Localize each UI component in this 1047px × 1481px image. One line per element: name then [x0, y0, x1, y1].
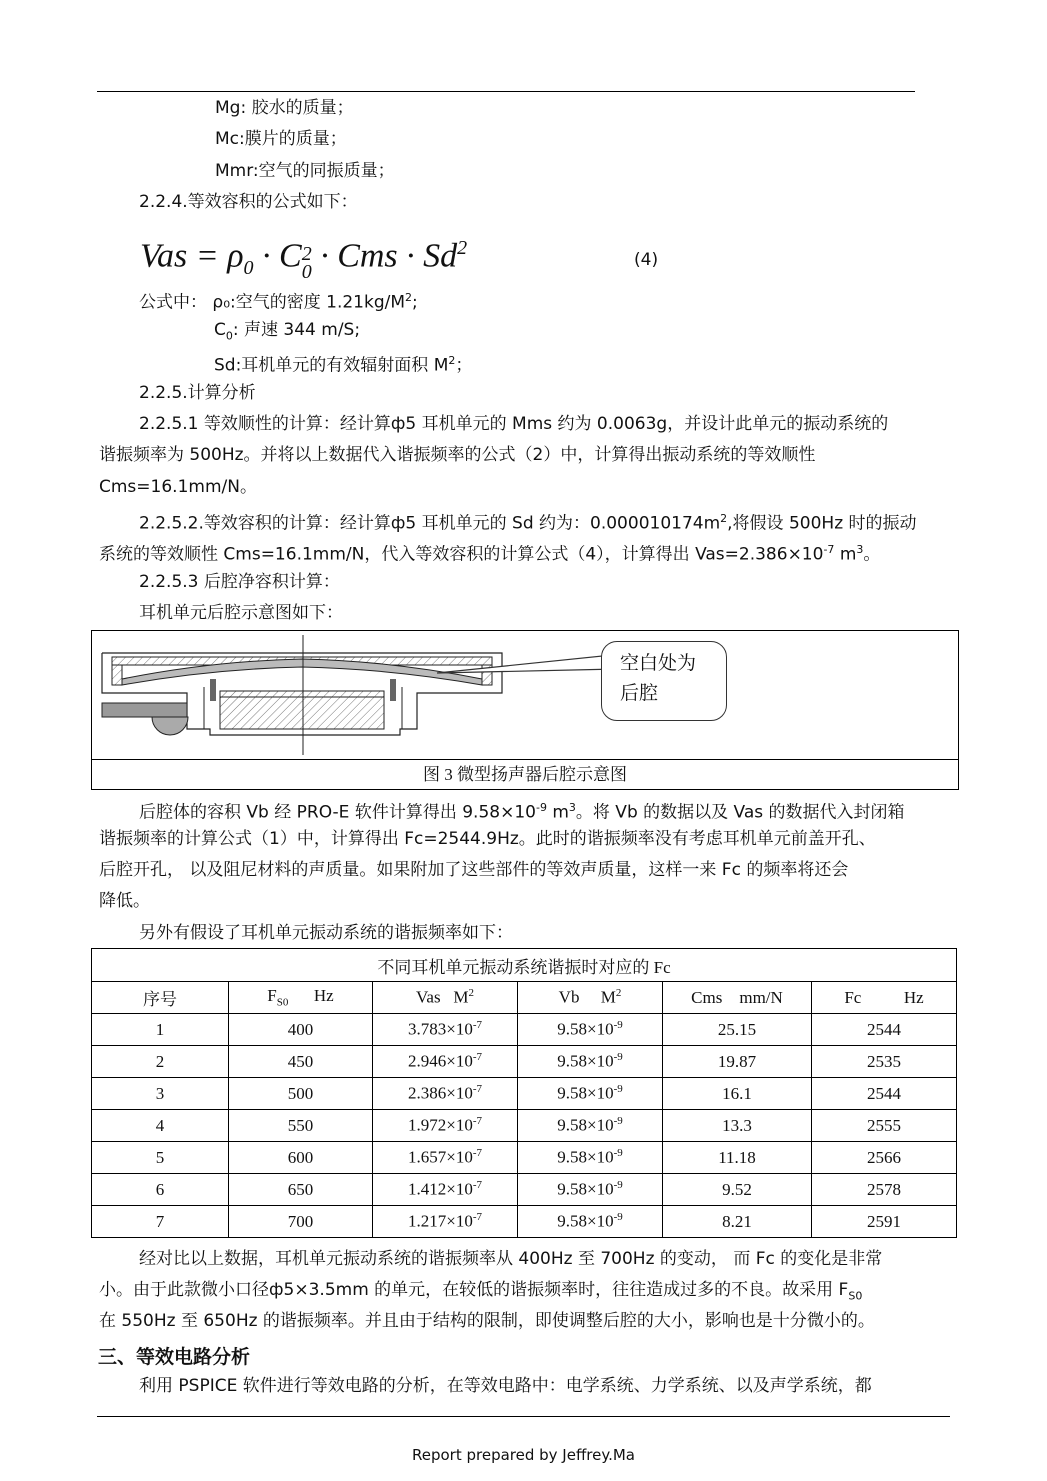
table-row	[92, 1078, 957, 1110]
vas-formula: Vas = $\rho_0 \cdot C$ 2 0 · Cms · $Sd^2$	[140, 237, 468, 283]
p-compare-line1: 经对比以上数据，耳机单元振动系统的谐振频率从 400Hz 至 700Hz 的变动， 而 Fc 的变化是非常	[139, 1249, 883, 1269]
cell-vb: $9.58\times 10^{-9}$	[518, 1142, 663, 1174]
cell-vb: $9.58\times 10^{-9}$	[518, 1078, 663, 1110]
cell-cms: 8.21	[663, 1206, 812, 1238]
cell-fs: 500	[229, 1078, 373, 1110]
cell-no: 1	[92, 1014, 229, 1046]
table-row	[92, 1046, 957, 1078]
table-row	[92, 1206, 957, 1238]
footer-rule	[97, 1416, 950, 1417]
p-pspice: 利用 PSPICE 软件进行等效电路的分析，在等效电路中：电学系统、力学系统、以及声学系统，都	[139, 1376, 872, 1396]
cell-fc: 2535	[812, 1046, 957, 1078]
back-cavity-callout: 空白处为 后腔	[601, 641, 727, 721]
col-header-vb: Vb $M^2$	[518, 982, 663, 1014]
cell-fs: 450	[229, 1046, 373, 1078]
cell-cms: 9.52	[663, 1174, 812, 1206]
col-header-fs: $F_{S0}$ Hz	[229, 982, 373, 1014]
cell-no: 4	[92, 1110, 229, 1142]
section-3-heading: 三、等效电路分析	[98, 1346, 251, 1368]
where-c0: $C_0$: 声速 344 m/S;	[214, 320, 361, 343]
where-rho: 公式中： ρ₀:空气的密度 $1.21kg/M^2$;	[139, 291, 418, 313]
p-back-line3: 后腔开孔， 以及阻尼材料的声质量。如果附加了这些部件的等效声质量，这样一来 Fc 的频率将还会	[99, 860, 849, 880]
cell-vb: $9.58\times 10^{-9}$	[518, 1174, 663, 1206]
cell-cms: 11.18	[663, 1142, 812, 1174]
cell-fc: 2566	[812, 1142, 957, 1174]
heading-2-2-4: 2.2.4.等效容积的公式如下：	[139, 192, 358, 212]
table-row	[92, 1142, 957, 1174]
p-2-2-5-1-line3: Cms=16.1mm/N。	[99, 477, 257, 497]
cell-fs: 600	[229, 1142, 373, 1174]
cell-vas: $1.412\times 10^{-7}$	[373, 1174, 518, 1206]
col-header-no: 序号	[92, 982, 229, 1014]
cell-cms: 13.3	[663, 1110, 812, 1142]
p-2-2-5-1-line2: 谐振频率为 500Hz。并将以上数据代入谐振频率的公式（2）中，计算得出振动系统的等效顺性	[99, 445, 816, 465]
header-rule	[97, 91, 915, 92]
table-row	[92, 1014, 957, 1046]
p-assume: 另外有假设了耳机单元振动系统的谐振频率如下：	[139, 923, 513, 943]
cell-vas: $3.783\times 10^{-7}$	[373, 1014, 518, 1046]
cell-no: 6	[92, 1174, 229, 1206]
cell-vas: $1.972\times 10^{-7}$	[373, 1110, 518, 1142]
cell-fc: 2578	[812, 1174, 957, 1206]
def-mg: Mg: 胶水的质量；	[215, 98, 354, 118]
equation-number: (4)	[634, 250, 659, 270]
p-2-2-5-2-line1: 2.2.5.2.等效容积的计算：经计算ф5 耳机单元的 Sd 约为：$0.000010174m^2$,将假设 500Hz 时的振动	[139, 512, 917, 534]
col-header-fc: Fc Hz	[812, 982, 957, 1014]
p-back-line1: 后腔体的容积 Vb 经 PRO-E 软件计算得出 $9.58\times 10^{-9}$ $m^3$。将 Vb 的数据以及 Vas 的数据代入封闭箱	[139, 801, 905, 823]
cell-cms: 16.1	[663, 1078, 812, 1110]
heading-2-2-5-3: 2.2.5.3 后腔净容积计算：	[139, 572, 340, 592]
p-2-2-5-1-line1: 2.2.5.1 等效顺性的计算：经计算ф5 耳机单元的 Mms 约为 0.0063g，并设计此单元的振动系统的	[139, 414, 889, 434]
table-caption: 不同耳机单元振动系统谐振时对应的 Fc	[92, 949, 957, 982]
cell-cms: 19.87	[663, 1046, 812, 1078]
figure-caption-divider	[92, 759, 958, 760]
cell-fc: 2544	[812, 1014, 957, 1046]
figure-intro: 耳机单元后腔示意图如下：	[139, 603, 343, 623]
cell-fc: 2555	[812, 1110, 957, 1142]
def-mc: Mc:膜片的质量；	[215, 129, 347, 149]
fc-table	[91, 948, 957, 1238]
p-compare-line3: 在 550Hz 至 650Hz 的谐振频率。并且由于结构的限制，即使调整后腔的大小，影响也是十分微小的。	[99, 1311, 875, 1331]
cell-no: 2	[92, 1046, 229, 1078]
cell-cms: 25.15	[663, 1014, 812, 1046]
cell-fs: 700	[229, 1206, 373, 1238]
cell-no: 5	[92, 1142, 229, 1174]
cell-vas: $2.386\times 10^{-7}$	[373, 1078, 518, 1110]
p-2-2-5-2-line2: 系统的等效顺性 Cms=16.1mm/N，代入等效容积的计算公式（4），计算得出 $Vas=2.386\times 10^{-7}$ $m^3$。	[99, 543, 881, 565]
table-row	[92, 1110, 957, 1142]
cell-fs: 400	[229, 1014, 373, 1046]
figure-3-box	[91, 630, 959, 790]
cell-vb: $9.58\times 10^{-9}$	[518, 1014, 663, 1046]
cell-vb: $9.58\times 10^{-9}$	[518, 1206, 663, 1238]
cell-fs: 650	[229, 1174, 373, 1206]
cell-vas: $2.946\times 10^{-7}$	[373, 1046, 518, 1078]
def-mmr: Mmr:空气的同振质量；	[215, 161, 395, 181]
footer-text: Report prepared by Jeffrey.Ma	[411, 1446, 635, 1464]
heading-2-2-5: 2.2.5.计算分析	[139, 383, 256, 403]
col-header-vas: Vas $M^2$	[373, 982, 518, 1014]
table-header-row	[92, 982, 957, 1014]
speaker-cross-section-drawing	[92, 631, 958, 759]
figure-caption: 图 3 微型扬声器后腔示意图	[423, 765, 627, 784]
cell-no: 7	[92, 1206, 229, 1238]
cell-vb: $9.58\times 10^{-9}$	[518, 1046, 663, 1078]
table-row	[92, 1174, 957, 1206]
cell-vb: $9.58\times 10^{-9}$	[518, 1110, 663, 1142]
cell-fc: 2591	[812, 1206, 957, 1238]
cell-fc: 2544	[812, 1078, 957, 1110]
cell-vas: $1.217\times 10^{-7}$	[373, 1206, 518, 1238]
p-back-line4: 降低。	[99, 891, 150, 911]
cell-fs: 550	[229, 1110, 373, 1142]
col-header-cms: Cms mm/N	[663, 982, 812, 1014]
cell-vas: $1.657\times 10^{-7}$	[373, 1142, 518, 1174]
cell-no: 3	[92, 1078, 229, 1110]
p-compare-line2: 小。由于此款微小口径ф5×3.5mm 的单元，在较低的谐振频率时，往往造成过多的不良。故采用 $F_{S0}$	[99, 1280, 863, 1303]
p-back-line2: 谐振频率的计算公式（1）中，计算得出 Fc=2544.9Hz。此时的谐振频率没有考虑耳机单元前盖开孔、	[99, 829, 876, 849]
where-sd: Sd:耳机单元的有效辐射面积 $M^2$；	[214, 354, 473, 376]
